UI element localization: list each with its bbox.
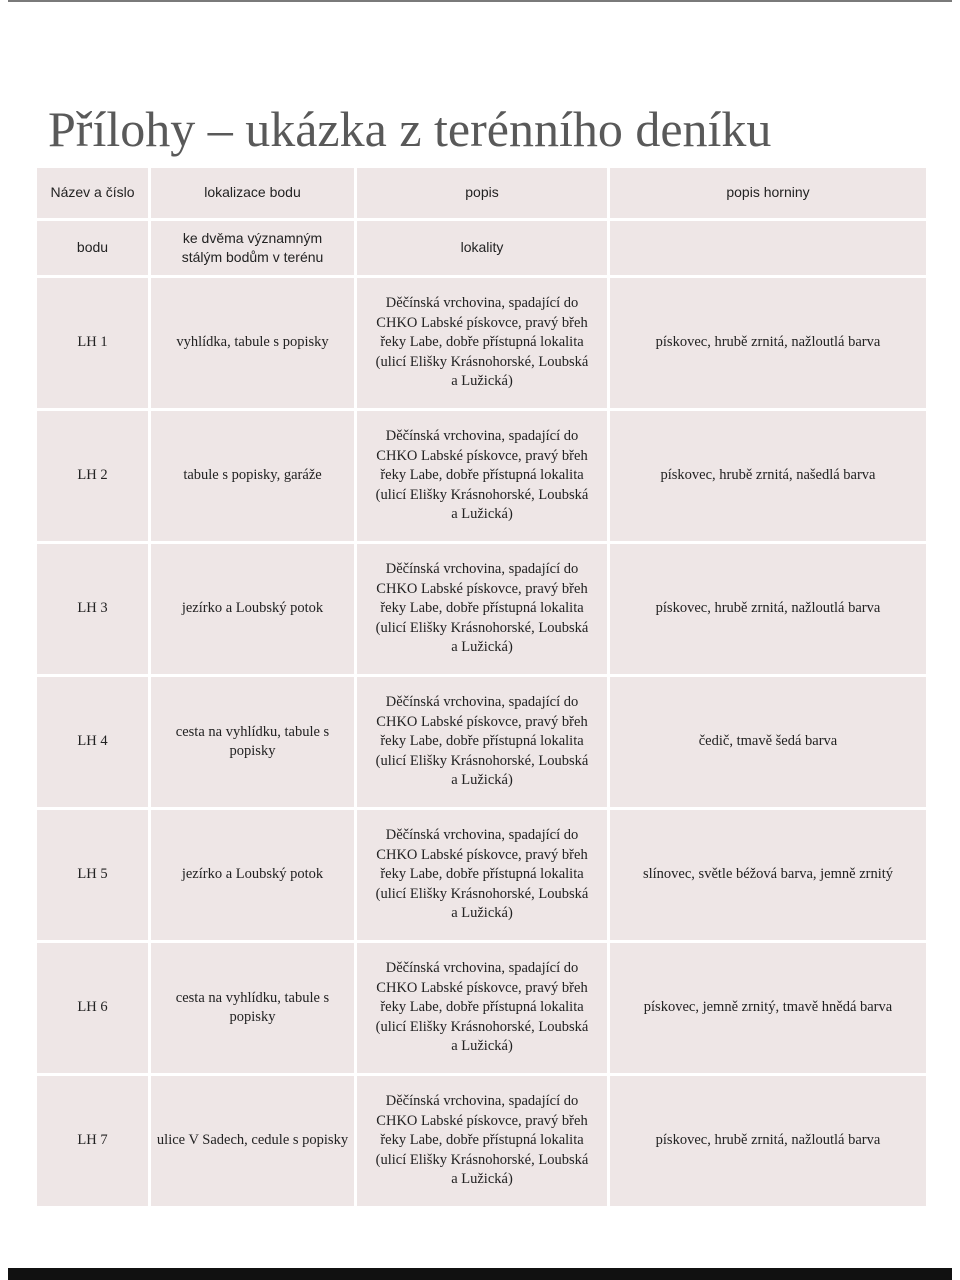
location-cell: tabule s popisky, garáže [150,410,356,543]
description-line: CHKO Labské pískovce, pravý břeh [376,1112,588,1129]
description-line: CHKO Labské pískovce, pravý břeh [376,447,588,464]
description-line: Děčínská vrchovina, spadající do [385,428,579,445]
description-line: Děčínská vrchovina, spadající do [385,960,579,977]
point-id-cell: LH 4 [36,676,150,809]
description-line: a Lužická) [451,1171,513,1188]
header-location-line-2: stálým bodům v terénu [181,249,324,265]
location-cell: jezírko a Loubský potok [150,543,356,676]
field-diary-table [34,165,929,1209]
description-cell [356,676,609,809]
description-line: CHKO Labské pískovce, pravý břeh [376,846,588,863]
header-location-cont [150,220,356,277]
point-id-cell: LH 1 [36,277,150,410]
description-line: řeky Labe, dobře přístupná lokalita [380,733,584,750]
description-line: a Lužická) [451,373,513,390]
point-id-cell: LH 6 [36,942,150,1075]
header-point-name-cont: bodu [36,220,150,277]
description-line: a Lužická) [451,1038,513,1055]
description-line: (ulicí Elišky Krásnohorské, Loubská [375,1151,589,1168]
description-line: CHKO Labské pískovce, pravý břeh [376,979,588,996]
header-description: popis [356,167,609,220]
description-cell [356,410,609,543]
location-cell: jezírko a Loubský potok [150,809,356,942]
description-line: a Lužická) [451,905,513,922]
header-location-line-1: ke dvěma významným [182,229,323,246]
table-row [36,1075,928,1208]
description-line: a Lužická) [451,772,513,789]
header-rock-description-cont [609,220,928,277]
header-row-1 [36,167,928,220]
header-location: lokalizace bodu [150,167,356,220]
description-line: řeky Labe, dobře přístupná lokalita [380,1132,584,1149]
table-row [36,543,928,676]
description-line: řeky Labe, dobře přístupná lokalita [380,600,584,617]
description-line: Děčínská vrchovina, spadající do [385,1093,579,1110]
description-line: (ulicí Elišky Krásnohorské, Loubská [375,486,589,503]
description-line: řeky Labe, dobře přístupná lokalita [380,999,584,1016]
description-cell [356,942,609,1075]
location-cell: cesta na vyhlídku, tabule s popisky [150,942,356,1075]
rock-description-cell: pískovec, hrubě zrnitá, nažloutlá barva [609,543,928,676]
point-id-cell: LH 2 [36,410,150,543]
description-line: CHKO Labské pískovce, pravý břeh [376,580,588,597]
location-cell: cesta na vyhlídku, tabule s popisky [150,676,356,809]
rock-description-cell: pískovec, jemně zrnitý, tmavě hnědá barva [609,942,928,1075]
description-cell [356,809,609,942]
rock-description-cell: čedič, tmavě šedá barva [609,676,928,809]
header-description-cont: lokality [356,220,609,277]
table-row [36,942,928,1075]
location-cell: vyhlídka, tabule s popisky [150,277,356,410]
rock-description-cell: pískovec, hrubě zrnitá, nažloutlá barva [609,277,928,410]
description-line: (ulicí Elišky Krásnohorské, Loubská [375,752,589,769]
description-line: a Lužická) [451,506,513,523]
description-line: (ulicí Elišky Krásnohorské, Loubská [375,885,589,902]
header-rock-description: popis horniny [609,167,928,220]
table-row [36,809,928,942]
description-line: (ulicí Elišky Krásnohorské, Loubská [375,353,589,370]
description-line: řeky Labe, dobře přístupná lokalita [380,866,584,883]
description-line: Děčínská vrchovina, spadající do [385,827,579,844]
description-line: (ulicí Elišky Krásnohorské, Loubská [375,1018,589,1035]
description-line: řeky Labe, dobře přístupná lokalita [380,334,584,351]
description-line: a Lužická) [451,639,513,656]
slide-top-border [8,0,952,2]
description-line: Děčínská vrchovina, spadající do [385,694,579,711]
description-cell [356,543,609,676]
rock-description-cell: slínovec, světle béžová barva, jemně zrnitý [609,809,928,942]
rock-description-cell: pískovec, hrubě zrnitá, našedlá barva [609,410,928,543]
description-line: (ulicí Elišky Krásnohorské, Loubská [375,619,589,636]
description-line: CHKO Labské pískovce, pravý břeh [376,713,588,730]
rock-description-cell: pískovec, hrubě zrnitá, nažloutlá barva [609,1075,928,1208]
table-body [36,167,928,1208]
description-line: CHKO Labské pískovce, pravý břeh [376,314,588,331]
slide-bottom-border [8,1268,952,1280]
location-cell: ulice V Sadech, cedule s popisky [150,1075,356,1208]
description-line: Děčínská vrchovina, spadající do [385,561,579,578]
table-row [36,676,928,809]
description-line: řeky Labe, dobře přístupná lokalita [380,467,584,484]
header-point-name: Název a číslo [36,167,150,220]
point-id-cell: LH 3 [36,543,150,676]
header-row-2 [36,220,928,277]
page-title: Přílohy – ukázka z terénního deníku [48,100,772,157]
table-row [36,410,928,543]
description-cell [356,277,609,410]
description-cell [356,1075,609,1208]
point-id-cell: LH 7 [36,1075,150,1208]
point-id-cell: LH 5 [36,809,150,942]
description-line: Děčínská vrchovina, spadající do [385,295,579,312]
table-row [36,277,928,410]
